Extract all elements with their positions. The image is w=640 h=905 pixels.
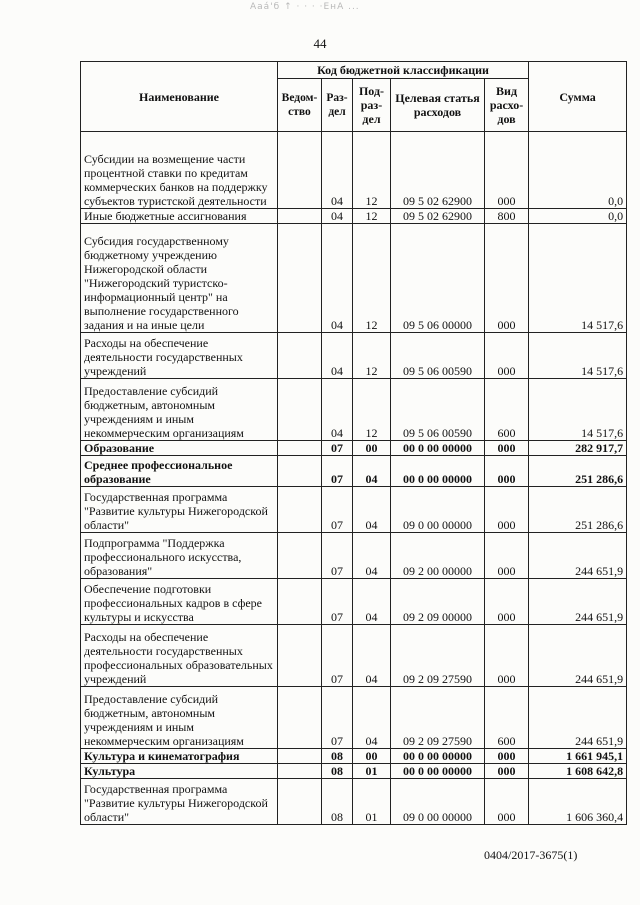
row-name-cell: Подпрограмма "Поддержка профессионального искусства, образования" [81,533,278,579]
table-row [81,533,627,579]
table-row [81,456,627,487]
row-podrazdel-cell: 04 [353,533,391,579]
row-sum-cell: 0,0 [529,132,627,209]
col-sum-header: Сумма [529,62,627,132]
row-csr-cell: 09 5 06 00590 [391,379,485,441]
col-razdel-header: Раз-дел [322,79,353,132]
row-razdel-cell: 07 [322,625,353,687]
row-sum-cell: 14 517,6 [529,379,627,441]
row-csr-cell: 00 0 00 00000 [391,456,485,487]
row-podrazdel-cell: 04 [353,487,391,533]
row-sum-cell: 1 608 642,8 [529,764,627,779]
row-csr-cell: 09 2 09 27590 [391,687,485,749]
row-ved-cell [278,224,322,333]
row-podrazdel-cell: 12 [353,132,391,209]
row-sum-cell: 244 651,9 [529,687,627,749]
row-name-cell: Расходы на обеспечение деятельности государственных профессиональных образовательных учреждений [81,625,278,687]
scan-header-mark: Ааа́'б ↑ · · · ·ЕнА ... [250,2,360,12]
col-podrazdel-header: Под-раз-дел [353,79,391,132]
row-sum-cell: 14 517,6 [529,333,627,379]
row-ved-cell [278,333,322,379]
row-podrazdel-cell: 04 [353,687,391,749]
row-razdel-cell: 04 [322,379,353,441]
row-csr-cell: 09 5 06 00000 [391,224,485,333]
row-sum-cell: 244 651,9 [529,625,627,687]
page-number: 44 [313,36,327,51]
row-name-cell: Расходы на обеспечение деятельности государственных учреждений [81,333,278,379]
row-podrazdel-cell: 04 [353,456,391,487]
row-razdel-cell: 04 [322,224,353,333]
row-vr-cell: 600 [485,379,529,441]
row-name-cell: Иные бюджетные ассигнования [81,209,278,224]
row-name-cell: Обеспечение подготовки профессиональных кадров в сфере культуры и искусства [81,579,278,625]
row-vr-cell: 000 [485,456,529,487]
row-vr-cell: 000 [485,533,529,579]
row-name-cell: Культура и кинематография [81,749,278,764]
row-name-cell: Государственная программа "Развитие культуры Нижегородской области" [81,487,278,533]
row-podrazdel-cell: 12 [353,224,391,333]
row-name-cell: Субсидия государственному бюджетному учреждению Нижегородской области "Нижегородский туристско-информационный центр" на выполнение государственного задания и на иные цели [81,224,278,333]
row-sum-cell: 14 517,6 [529,224,627,333]
table-row [81,625,627,687]
col-csr-header: Целевая статья расходов [391,79,485,132]
row-podrazdel-cell: 00 [353,441,391,456]
row-csr-cell: 09 5 06 00590 [391,333,485,379]
table-row [81,224,627,333]
row-razdel-cell: 08 [322,764,353,779]
row-csr-cell: 00 0 00 00000 [391,441,485,456]
row-podrazdel-cell: 04 [353,579,391,625]
row-sum-cell: 244 651,9 [529,533,627,579]
col-group-header: Код бюджетной классификации [278,62,529,79]
row-csr-cell: 00 0 00 00000 [391,749,485,764]
row-ved-cell [278,625,322,687]
row-vr-cell: 000 [485,779,529,825]
col-name-header: Наименование [81,62,278,132]
row-name-cell: Образование [81,441,278,456]
row-ved-cell [278,579,322,625]
table-row [81,487,627,533]
budget-table-body [81,132,627,825]
row-name-cell: Культура [81,764,278,779]
table-row [81,333,627,379]
row-name-cell: Предоставление субсидий бюджетным, автономным учреждениям и иным некоммерческим организациям [81,687,278,749]
row-sum-cell: 1 606 360,4 [529,779,627,825]
row-ved-cell [278,132,322,209]
row-csr-cell: 09 2 09 00000 [391,579,485,625]
row-sum-cell: 0,0 [529,209,627,224]
table-row [81,441,627,456]
row-razdel-cell: 04 [322,132,353,209]
row-vr-cell: 000 [485,764,529,779]
table-row [81,687,627,749]
row-sum-cell: 1 661 945,1 [529,749,627,764]
col-ved-header: Ведом-ство [278,79,322,132]
row-podrazdel-cell: 01 [353,764,391,779]
table-row [81,764,627,779]
row-razdel-cell: 08 [322,749,353,764]
row-vr-cell: 000 [485,224,529,333]
table-row [81,579,627,625]
row-csr-cell: 00 0 00 00000 [391,764,485,779]
row-vr-cell: 000 [485,625,529,687]
row-sum-cell: 282 917,7 [529,441,627,456]
row-sum-cell: 251 286,6 [529,456,627,487]
row-csr-cell: 09 0 00 00000 [391,779,485,825]
row-ved-cell [278,749,322,764]
row-podrazdel-cell: 04 [353,625,391,687]
row-podrazdel-cell: 01 [353,779,391,825]
row-name-cell: Среднее профессиональное образование [81,456,278,487]
row-ved-cell [278,533,322,579]
row-razdel-cell: 07 [322,487,353,533]
row-razdel-cell: 07 [322,687,353,749]
row-podrazdel-cell: 00 [353,749,391,764]
row-vr-cell: 000 [485,333,529,379]
budget-table [80,61,627,825]
row-name-cell: Субсидии на возмещение части процентной ставки по кредитам коммерческих банков на поддержку субъектов туристской деятельности [81,132,278,209]
row-csr-cell: 09 2 09 27590 [391,625,485,687]
row-sum-cell: 251 286,6 [529,487,627,533]
row-razdel-cell: 08 [322,779,353,825]
row-podrazdel-cell: 12 [353,333,391,379]
table-row [81,779,627,825]
row-ved-cell [278,779,322,825]
row-ved-cell [278,379,322,441]
row-ved-cell [278,441,322,456]
row-podrazdel-cell: 12 [353,379,391,441]
col-vr-header: Вид расхо-дов [485,79,529,132]
row-ved-cell [278,209,322,224]
table-row [81,379,627,441]
row-ved-cell [278,764,322,779]
row-name-cell: Государственная программа "Развитие культуры Нижегородской области" [81,779,278,825]
row-vr-cell: 800 [485,209,529,224]
row-vr-cell: 600 [485,687,529,749]
row-razdel-cell: 07 [322,533,353,579]
table-row [81,749,627,764]
table-row [81,132,627,209]
row-razdel-cell: 07 [322,441,353,456]
row-csr-cell: 09 2 00 00000 [391,533,485,579]
row-razdel-cell: 07 [322,579,353,625]
row-razdel-cell: 04 [322,209,353,224]
row-razdel-cell: 07 [322,456,353,487]
row-csr-cell: 09 5 02 62900 [391,209,485,224]
row-sum-cell: 244 651,9 [529,579,627,625]
row-vr-cell: 000 [485,487,529,533]
row-csr-cell: 09 5 02 62900 [391,132,485,209]
table-row [81,209,627,224]
row-csr-cell: 09 0 00 00000 [391,487,485,533]
row-vr-cell: 000 [485,132,529,209]
row-vr-cell: 000 [485,749,529,764]
document-code: 0404/2017-3675(1) [484,848,578,862]
row-name-cell: Предоставление субсидий бюджетным, автономным учреждениям и иным некоммерческим организациям [81,379,278,441]
row-vr-cell: 000 [485,579,529,625]
row-ved-cell [278,687,322,749]
row-ved-cell [278,487,322,533]
row-vr-cell: 000 [485,441,529,456]
row-razdel-cell: 04 [322,333,353,379]
row-podrazdel-cell: 12 [353,209,391,224]
row-ved-cell [278,456,322,487]
